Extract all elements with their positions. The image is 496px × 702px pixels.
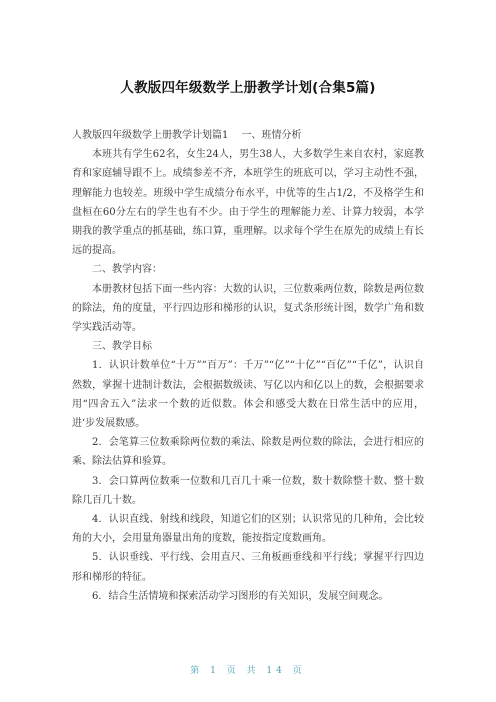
list-item: 5．认识垂线、平行线、会用直尺、三角板画垂线和平行线；掌握平行四边形和梯形的特征。 <box>72 552 424 583</box>
section-heading: 三、教学目标 <box>92 341 152 353</box>
section-heading: 二、教学内容： <box>92 264 162 276</box>
list-item: 4．认识直线、射线和线段，知道它们的区别；认识常见的几种角，会比较角的大小，会用量角器量出角的度数，能按指定度数画角。 <box>72 514 424 545</box>
paragraph: 人教版四年级数学上册教学计划篇1 一、班情分析 <box>72 130 302 141</box>
list-item: 6．结合生活情境和探索活动学习图形的有关知识，发展空间观念。 <box>92 590 389 602</box>
paragraph: 本班共有学生62名，女生24人，男生38人，大多数学生来自农村，家庭教育和家庭辅导跟不上。成绩参差不齐，本班学生的班底可以，学习主动性不强，理解能力也较差。班级中学生成绩分布水平，中优等的生占1/2，不及格学生和盘桓在60分左右的学生也有不少。由于学生的理解能力差、计算力较弱，本学期我的教学重点的抓基础，练口算，重理解。以求每个学生在原先的成绩上有长远的提高。 <box>72 149 424 257</box>
list-item: 1．认识计数单位“十万”“百万”：千万”“亿”“十亿”“百亿”“千亿”，认识自然数，掌握十进制计数法，会根据数级读、写亿以内和亿以上的数，会根据要求用“四舍五入”法求一个数的近似数。体会和感受大数在日常生活中的应用，进‘步发展数感。 <box>72 360 424 430</box>
page-footer: 第 1 页 共 14 页 <box>190 666 306 676</box>
list-item: 2．会笔算三位数乘除两位数的乘法、除数是两位数的除法，会进行相应的乘、除法估算和验算。 <box>72 437 424 468</box>
document-body <box>72 126 424 606</box>
document-title: 人教版四年级数学上册教学计划(合集5篇) <box>120 80 376 96</box>
paragraph: 本册教材包括下面一些内容：大数的认识，三位数乘两位数，除数是两位数的除法，角的度量，平行四边形和梯形的认识，复式条形统计图，数学广角和数学实践活动等。 <box>72 283 424 334</box>
list-item: 3．会口算两位数乘一位数和几百几十乘一位数，数十数除整十数、整十数除几百几十数。 <box>72 475 424 506</box>
